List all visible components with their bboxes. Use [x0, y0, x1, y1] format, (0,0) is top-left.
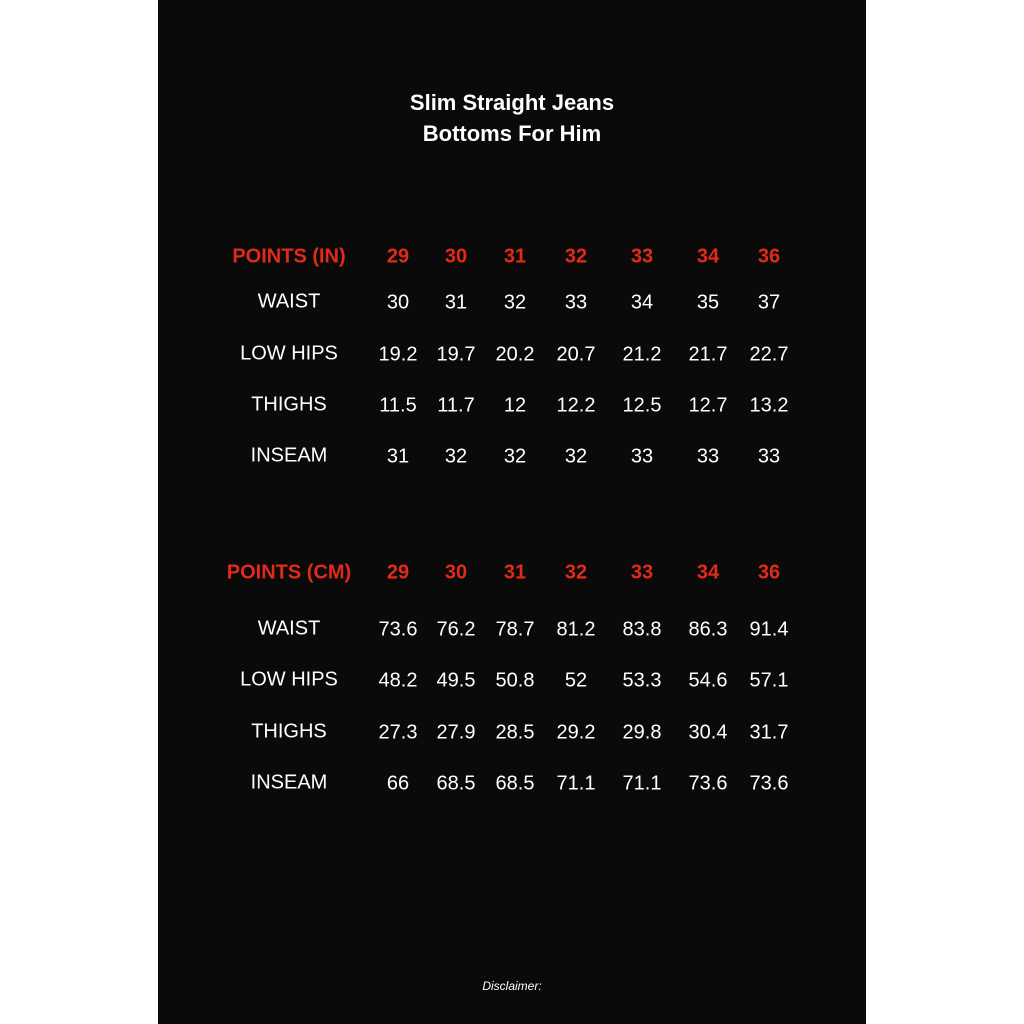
size-header: 32	[564, 245, 588, 268]
table-cell: 49.5	[436, 669, 476, 692]
table-cell: 52	[564, 669, 588, 692]
table-cell: 30	[386, 291, 410, 314]
row-label: INSEAM	[250, 444, 328, 467]
table-cell: 21.2	[622, 343, 662, 366]
table-cell: 57.1	[749, 669, 789, 692]
size-header: 29	[386, 245, 410, 268]
table-cell: 31	[386, 445, 410, 468]
table-cell: 12.5	[622, 394, 662, 417]
table-cell: 22.7	[749, 343, 789, 366]
table-cell: 13.2	[749, 394, 789, 417]
table-cell: 31	[444, 291, 468, 314]
size-header: 36	[757, 561, 781, 584]
table-cell: 37	[757, 291, 781, 314]
table-cell: 83.8	[622, 618, 662, 641]
header-label: POINTS (IN)	[232, 245, 346, 268]
row-label: WAIST	[257, 617, 321, 640]
table-cell: 27.9	[436, 721, 476, 744]
row-label: LOW HIPS	[240, 668, 338, 691]
table-cell: 32	[503, 291, 527, 314]
table-cell: 81.2	[556, 618, 596, 641]
table-cell: 30.4	[688, 721, 728, 744]
table-cell: 27.3	[378, 721, 418, 744]
size-header: 30	[444, 245, 468, 268]
row-label: LOW HIPS	[240, 342, 338, 365]
row-label: INSEAM	[250, 771, 328, 794]
disclaimer-text: Disclaimer:	[482, 979, 542, 993]
table-cell: 73.6	[688, 772, 728, 795]
size-chart-panel	[158, 0, 866, 1024]
table-cell: 31.7	[749, 721, 789, 744]
size-header: 31	[503, 561, 527, 584]
table-cell: 71.1	[556, 772, 596, 795]
table-cell: 11.5	[379, 394, 417, 417]
table-cell: 20.7	[556, 343, 596, 366]
table-cell: 66	[386, 772, 410, 795]
size-header: 33	[630, 245, 654, 268]
table-cell: 33	[564, 291, 588, 314]
table-cell: 54.6	[688, 669, 728, 692]
table-cell: 53.3	[622, 669, 662, 692]
row-label: THIGHS	[251, 393, 327, 416]
table-cell: 33	[757, 445, 781, 468]
table-cell: 11.7	[437, 394, 475, 417]
size-header: 33	[630, 561, 654, 584]
table-cell: 29.8	[622, 721, 662, 744]
size-header: 34	[696, 245, 720, 268]
chart-title-line-2: Bottoms For Him	[422, 121, 602, 146]
table-cell: 86.3	[688, 618, 728, 641]
table-cell: 19.2	[378, 343, 418, 366]
table-cell: 21.7	[688, 343, 728, 366]
table-cell: 28.5	[495, 721, 535, 744]
table-cell: 68.5	[436, 772, 476, 795]
table-cell: 33	[630, 445, 654, 468]
table-cell: 73.6	[378, 618, 418, 641]
size-header: 30	[444, 561, 468, 584]
table-cell: 19.7	[436, 343, 476, 366]
table-cell: 35	[696, 291, 720, 314]
row-label: THIGHS	[251, 720, 327, 743]
table-cell: 12	[503, 394, 527, 417]
size-header: 36	[757, 245, 781, 268]
row-label: WAIST	[257, 290, 321, 313]
table-cell: 48.2	[378, 669, 418, 692]
table-cell: 76.2	[436, 618, 476, 641]
table-cell: 34	[630, 291, 654, 314]
size-header: 29	[386, 561, 410, 584]
table-cell: 12.2	[556, 394, 596, 417]
table-cell: 32	[503, 445, 527, 468]
size-header: 31	[503, 245, 527, 268]
table-cell: 73.6	[749, 772, 789, 795]
table-cell: 32	[444, 445, 468, 468]
table-cell: 29.2	[556, 721, 596, 744]
header-label: POINTS (CM)	[226, 561, 352, 584]
table-cell: 68.5	[495, 772, 535, 795]
table-cell: 20.2	[495, 343, 535, 366]
table-cell: 78.7	[495, 618, 535, 641]
size-header: 34	[696, 561, 720, 584]
table-cell: 32	[564, 445, 588, 468]
table-cell: 33	[696, 445, 720, 468]
size-header: 32	[564, 561, 588, 584]
table-cell: 50.8	[495, 669, 535, 692]
chart-title-line-1: Slim Straight Jeans	[409, 90, 615, 115]
table-cell: 71.1	[622, 772, 662, 795]
table-cell: 12.7	[688, 394, 728, 417]
table-cell: 91.4	[749, 618, 789, 641]
